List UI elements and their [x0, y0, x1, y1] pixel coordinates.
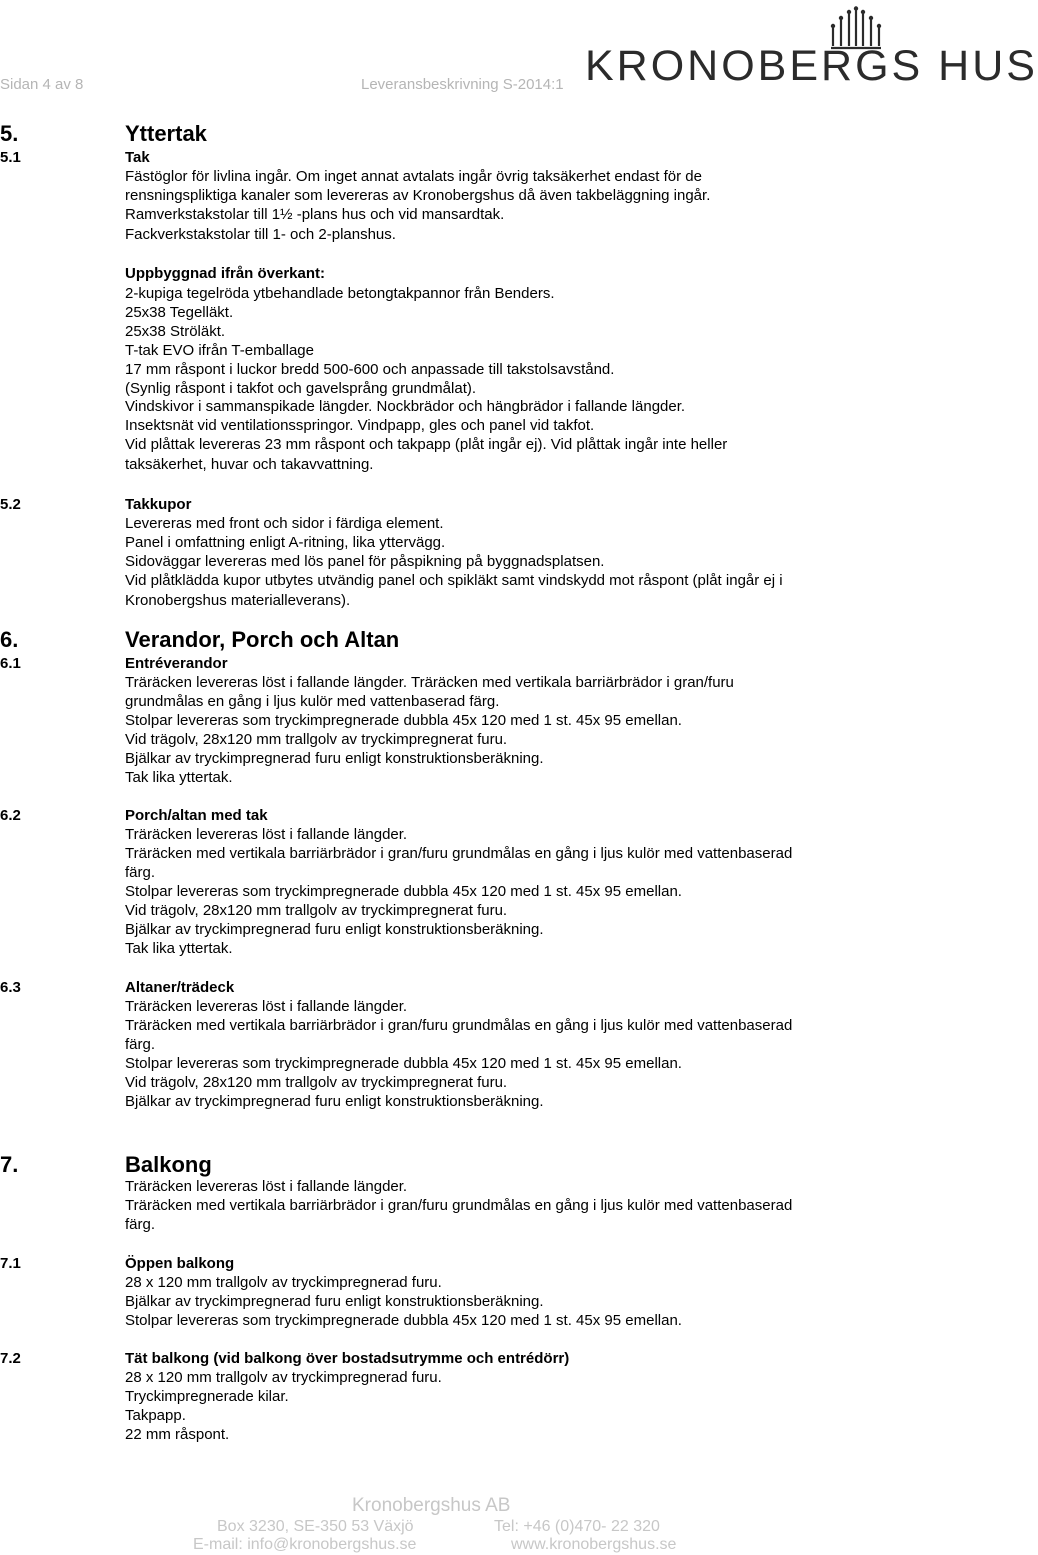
text-line: Träräcken levereras löst i fallande längder. [125, 1178, 408, 1195]
text-line: Träräcken levereras löst i fallande längder. [125, 826, 408, 843]
text-line: Bjälkar av tryckimpregnerad furu enligt konstruktionsberäkning. [125, 1293, 544, 1310]
text-line: Vid trägolv, 28x120 mm trallgolv av tryckimpregnerat furu. [125, 1074, 508, 1091]
subsection-number: 7.1 [0, 1255, 21, 1272]
text-line: Takpapp. [125, 1407, 186, 1424]
subheading: Uppbyggnad ifrån överkant: [125, 265, 326, 282]
text-line: Träräcken med vertikala barriärbrädor i gran/furu grundmålas en gång i ljus kulör med vattenbaserad [125, 1017, 793, 1034]
text-line: Ramverkstakstolar till 1½ -plans hus och vid mansardtak. [125, 206, 505, 223]
footer-address: Box 3230, SE-350 53 Växjö [217, 1518, 414, 1535]
text-line: Fästöglor för livlina ingår. Om inget annat avtalats ingår övrig taksäkerhet endast för de [125, 168, 702, 185]
text-line: 17 mm råspont i luckor bredd 500-600 och anpassade till takstolsavstånd. [125, 361, 615, 378]
text-line: 25x38 Ströläkt. [125, 323, 226, 340]
text-line: Träräcken levereras löst i fallande längder. [125, 998, 408, 1015]
section-heading: Balkong [125, 1152, 212, 1177]
footer-email[interactable]: E-mail: info@kronobergshus.se [193, 1536, 417, 1553]
text-line: färg. [125, 1036, 156, 1053]
text-line: Insektsnät vid ventilationsspringor. Vindpapp, gles och panel vid takfot. [125, 417, 595, 434]
footer-company: Kronobergshus AB [352, 1495, 511, 1516]
text-line: Vid trägolv, 28x120 mm trallgolv av tryckimpregnerat furu. [125, 731, 508, 748]
text-line: T-tak EVO ifrån T-emballage [125, 342, 314, 359]
text-line: Fackverkstakstolar till 1- och 2-planshus. [125, 226, 396, 243]
text-line: 28 x 120 mm trallgolv av tryckimpregnerad furu. [125, 1369, 442, 1386]
text-line: Stolpar levereras som tryckimpregnerade dubbla 45x 120 med 1 st. 45x 95 emellan. [125, 1312, 682, 1329]
text-line: 22 mm råspont. [125, 1426, 230, 1443]
text-line: Vid plåttak levereras 23 mm råspont och takpapp (plåt ingår ej). Vid plåttak ingår inte heller [125, 436, 728, 453]
text-line: Vid plåtklädda kupor utbytes utvändig panel och spikläkt samt vindskydd mot råspont (plåt ingår ej i [125, 572, 783, 589]
logo-wordmark: KRONOBERGS HUS [585, 42, 1038, 90]
subsection-heading: Tak [125, 149, 150, 166]
subsection-number: 7.2 [0, 1350, 21, 1367]
text-line: Kronobergshus materialleverans). [125, 592, 351, 609]
subsection-heading: Entréverandor [125, 655, 228, 672]
section-heading: Verandor, Porch och Altan [125, 627, 400, 652]
subsection-number: 5.1 [0, 149, 21, 166]
text-line: rensningspliktiga kanaler som levereras av Kronobergshus då även takbeläggning ingår. [125, 187, 711, 204]
subsection-number: 5.2 [0, 496, 21, 513]
section-heading: Yttertak [125, 121, 207, 146]
text-line: Stolpar levereras som tryckimpregnerade dubbla 45x 120 med 1 st. 45x 95 emellan. [125, 1055, 682, 1072]
subsection-heading: Porch/altan med tak [125, 807, 268, 824]
text-line: 28 x 120 mm trallgolv av tryckimpregnerad furu. [125, 1274, 442, 1291]
text-line: Stolpar levereras som tryckimpregnerade dubbla 45x 120 med 1 st. 45x 95 emellan. [125, 883, 682, 900]
text-line: (Synlig råspont i takfot och gavelsprång grundmålat). [125, 380, 477, 397]
text-line: färg. [125, 1216, 156, 1233]
company-logo [583, 6, 1038, 90]
text-line: taksäkerhet, huvar och takavvattning. [125, 456, 374, 473]
footer-website[interactable]: www.kronobergshus.se [511, 1536, 677, 1553]
text-line: Träräcken levereras löst i fallande längder. Träräcken med vertikala barriärbrädor i gran/furu [125, 674, 734, 691]
text-line: Träräcken med vertikala barriärbrädor i gran/furu grundmålas en gång i ljus kulör med vattenbaserad [125, 845, 793, 862]
text-line: Bjälkar av tryckimpregnerad furu enligt konstruktionsberäkning. [125, 750, 544, 767]
text-line: Vindskivor i sammanspikade längder. Nockbrädor och hängbrädor i fallande längder. [125, 398, 686, 415]
footer-phone: Tel: +46 (0)470- 22 320 [494, 1518, 660, 1535]
subsection-number: 6.3 [0, 979, 21, 996]
text-line: Bjälkar av tryckimpregnerad furu enligt konstruktionsberäkning. [125, 921, 544, 938]
subsection-heading: Tät balkong (vid balkong över bostadsutrymme och entrédörr) [125, 1350, 570, 1367]
subsection-heading: Takkupor [125, 496, 192, 513]
text-line: Stolpar levereras som tryckimpregnerade dubbla 45x 120 med 1 st. 45x 95 emellan. [125, 712, 682, 729]
text-line: Bjälkar av tryckimpregnerad furu enligt konstruktionsberäkning. [125, 1093, 544, 1110]
text-line: Träräcken med vertikala barriärbrädor i gran/furu grundmålas en gång i ljus kulör med vattenbaserad [125, 1197, 793, 1214]
section-number: 6. [0, 627, 19, 652]
subsection-number: 6.2 [0, 807, 21, 824]
subsection-number: 6.1 [0, 655, 21, 672]
text-line: färg. [125, 864, 156, 881]
text-line: Sidoväggar levereras med lös panel för påspikning på byggnadsplatsen. [125, 553, 605, 570]
text-line: 25x38 Tegelläkt. [125, 304, 234, 321]
document-title: Leveransbeskrivning S-2014:1 [361, 76, 564, 93]
text-line: 2-kupiga tegelröda ytbehandlade betongtakpannor från Benders. [125, 285, 555, 302]
page-number: Sidan 4 av 8 [0, 76, 84, 93]
text-line: grundmålas en gång i ljus kulör med vattenbaserad färg. [125, 693, 500, 710]
section-number: 5. [0, 121, 19, 146]
text-line: Levereras med front och sidor i färdiga element. [125, 515, 444, 532]
text-line: Tak lika yttertak. [125, 769, 233, 786]
text-line: Tryckimpregnerade kilar. [125, 1388, 289, 1405]
subsection-heading: Öppen balkong [125, 1255, 235, 1272]
text-line: Vid trägolv, 28x120 mm trallgolv av tryckimpregnerat furu. [125, 902, 508, 919]
text-line: Panel i omfattning enligt A-ritning, lika yttervägg. [125, 534, 446, 551]
section-number: 7. [0, 1152, 19, 1177]
text-line: Tak lika yttertak. [125, 940, 233, 957]
subsection-heading: Altaner/trädeck [125, 979, 235, 996]
